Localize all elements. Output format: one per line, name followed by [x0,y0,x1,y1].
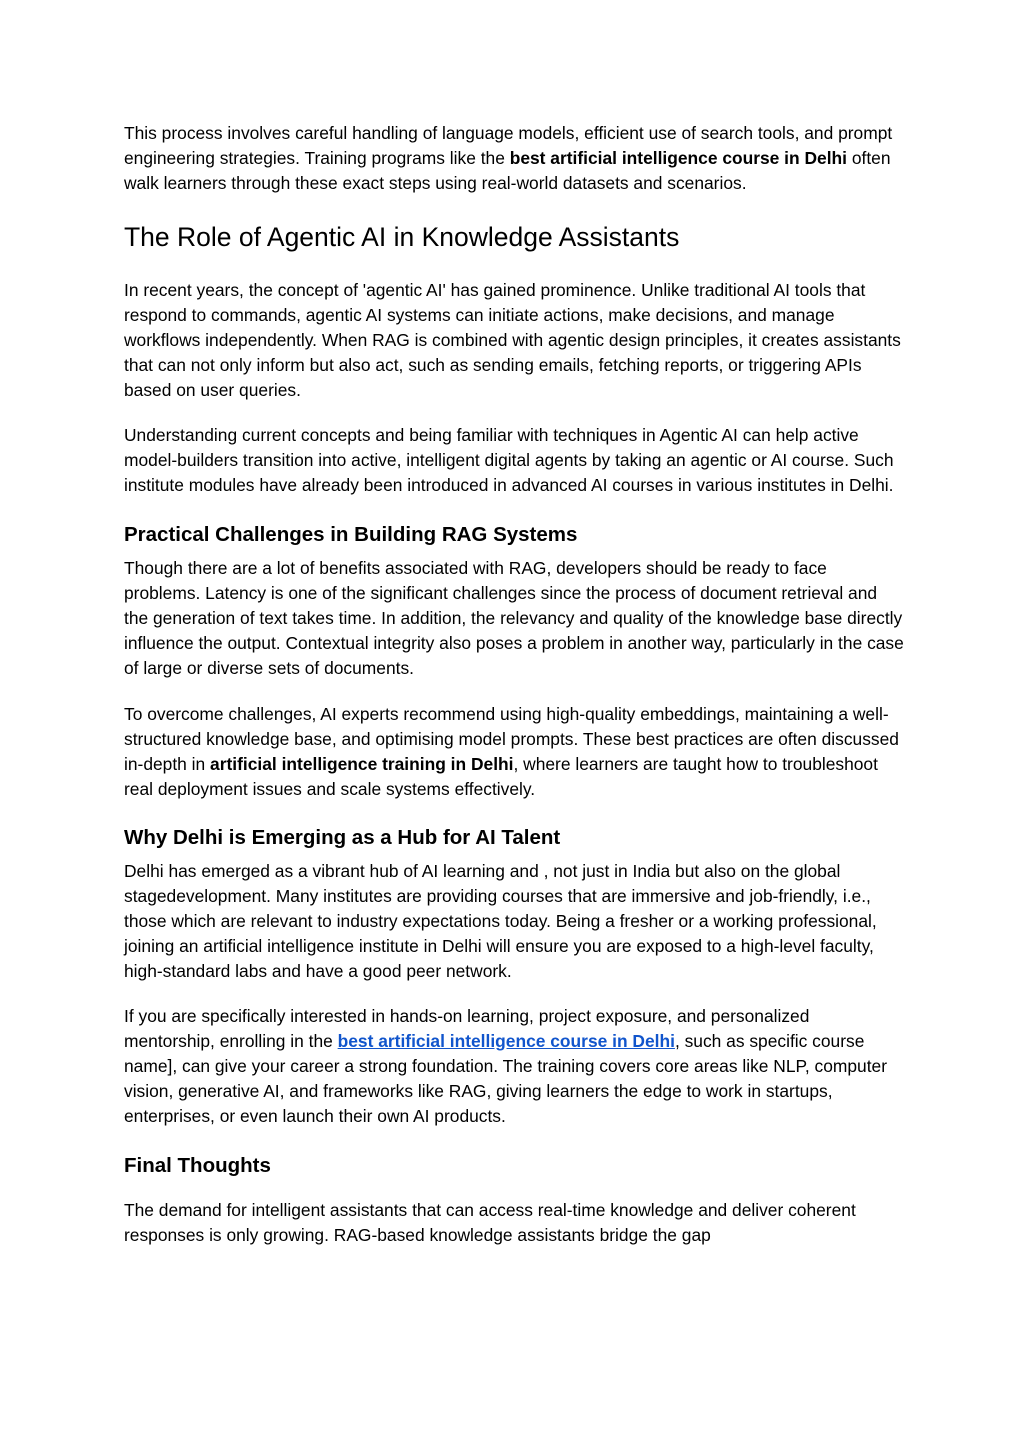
paragraph-training-programs [124,121,904,196]
paragraph-text: , such as specific course name], can give your career a strong foundation. The training covers core areas like NLP, computer vision, generative AI, and frameworks like RAG, giving learners the edge to work in startups, enterprises, or even launch their own AI products. [124,1031,888,1126]
paragraph-text: , where learners are taught how to troubleshoot real deployment issues and scale systems effectively. [124,754,878,799]
course-link[interactable]: best artificial intelligence course in Delhi [337,1031,675,1051]
heading-role-of-agentic-ai: The Role of Agentic AI in Knowledge Assistants [124,222,680,252]
paragraph-text: This process involves careful handling of language models, efficient use of search tools, and prompt engineering strategies. Training programs like the [124,123,893,168]
paragraph-agentic-ai: In recent years, the concept of 'agentic AI' has gained prominence. Unlike traditional AI tools that respond to commands, agentic AI systems can initiate actions, make decisions, and manage workflows independently. When RAG is combined with agentic design principles, it creates assistants that can not only inform but also act, such as sending emails, fetching reports, or triggering APIs based on user queries. [124,280,901,400]
paragraph-text: often walk learners through these exact steps using real-world datasets and scenarios. [124,148,891,193]
heading-delhi-hub: Why Delhi is Emerging as a Hub for AI Talent [124,826,561,849]
document-page [124,121,904,1248]
paragraph-challenges: Though there are a lot of benefits associated with RAG, developers should be ready to face problems. Latency is one of the significant challenges since the process of document retrieval and the generation of text takes time. In addition, the relevancy and quality of the knowledge base directly influence the output. Contextual integrity also poses a problem in another way, particularly in the case of large or diverse sets of documents. [124,558,904,678]
paragraph-text: If you are specifically interested in hands-on learning, project exposure, and personalized mentorship, enrolling in the [124,1006,810,1051]
paragraph-delhi-hub: Delhi has emerged as a vibrant hub of AI learning and , not just in India but also on the global stagedevelopment. Many institutes are providing courses that are immersive and job-friendly, i.e., those which are relevant to industry expectations today. Being a fresher or a working professional, joining an artificial intelligence institute in Delhi will ensure you are exposed to a high-level faculty, high-standard labs and have a good peer network. [124,861,877,981]
bold-phrase-training: artificial intelligence training in Delhi [210,754,514,774]
paragraph-agentic-concepts: Understanding current concepts and being familiar with techniques in Agentic AI can help active model-builders transition into active, intelligent digital agents by taking an agentic or AI course. Such institute modules have already been introduced in advanced AI courses in various institutes in Delhi. [124,425,894,495]
bold-phrase-course: best artificial intelligence course in Delhi [509,148,847,168]
paragraph-final-thoughts: The demand for intelligent assistants that can access real-time knowledge and deliver coherent responses is only growing. RAG-based knowledge assistants bridge the gap [124,1200,856,1245]
paragraph-hands-on-learning [124,1004,904,1129]
heading-practical-challenges: Practical Challenges in Building RAG Systems [124,523,578,546]
paragraph-overcome-challenges [124,702,904,802]
paragraph-text: To overcome challenges, AI experts recommend using high-quality embeddings, maintaining a well-structured knowledge base, and optimising model prompts. These best practices are often discussed in-depth in [124,704,899,774]
heading-final-thoughts: Final Thoughts [124,1154,271,1177]
